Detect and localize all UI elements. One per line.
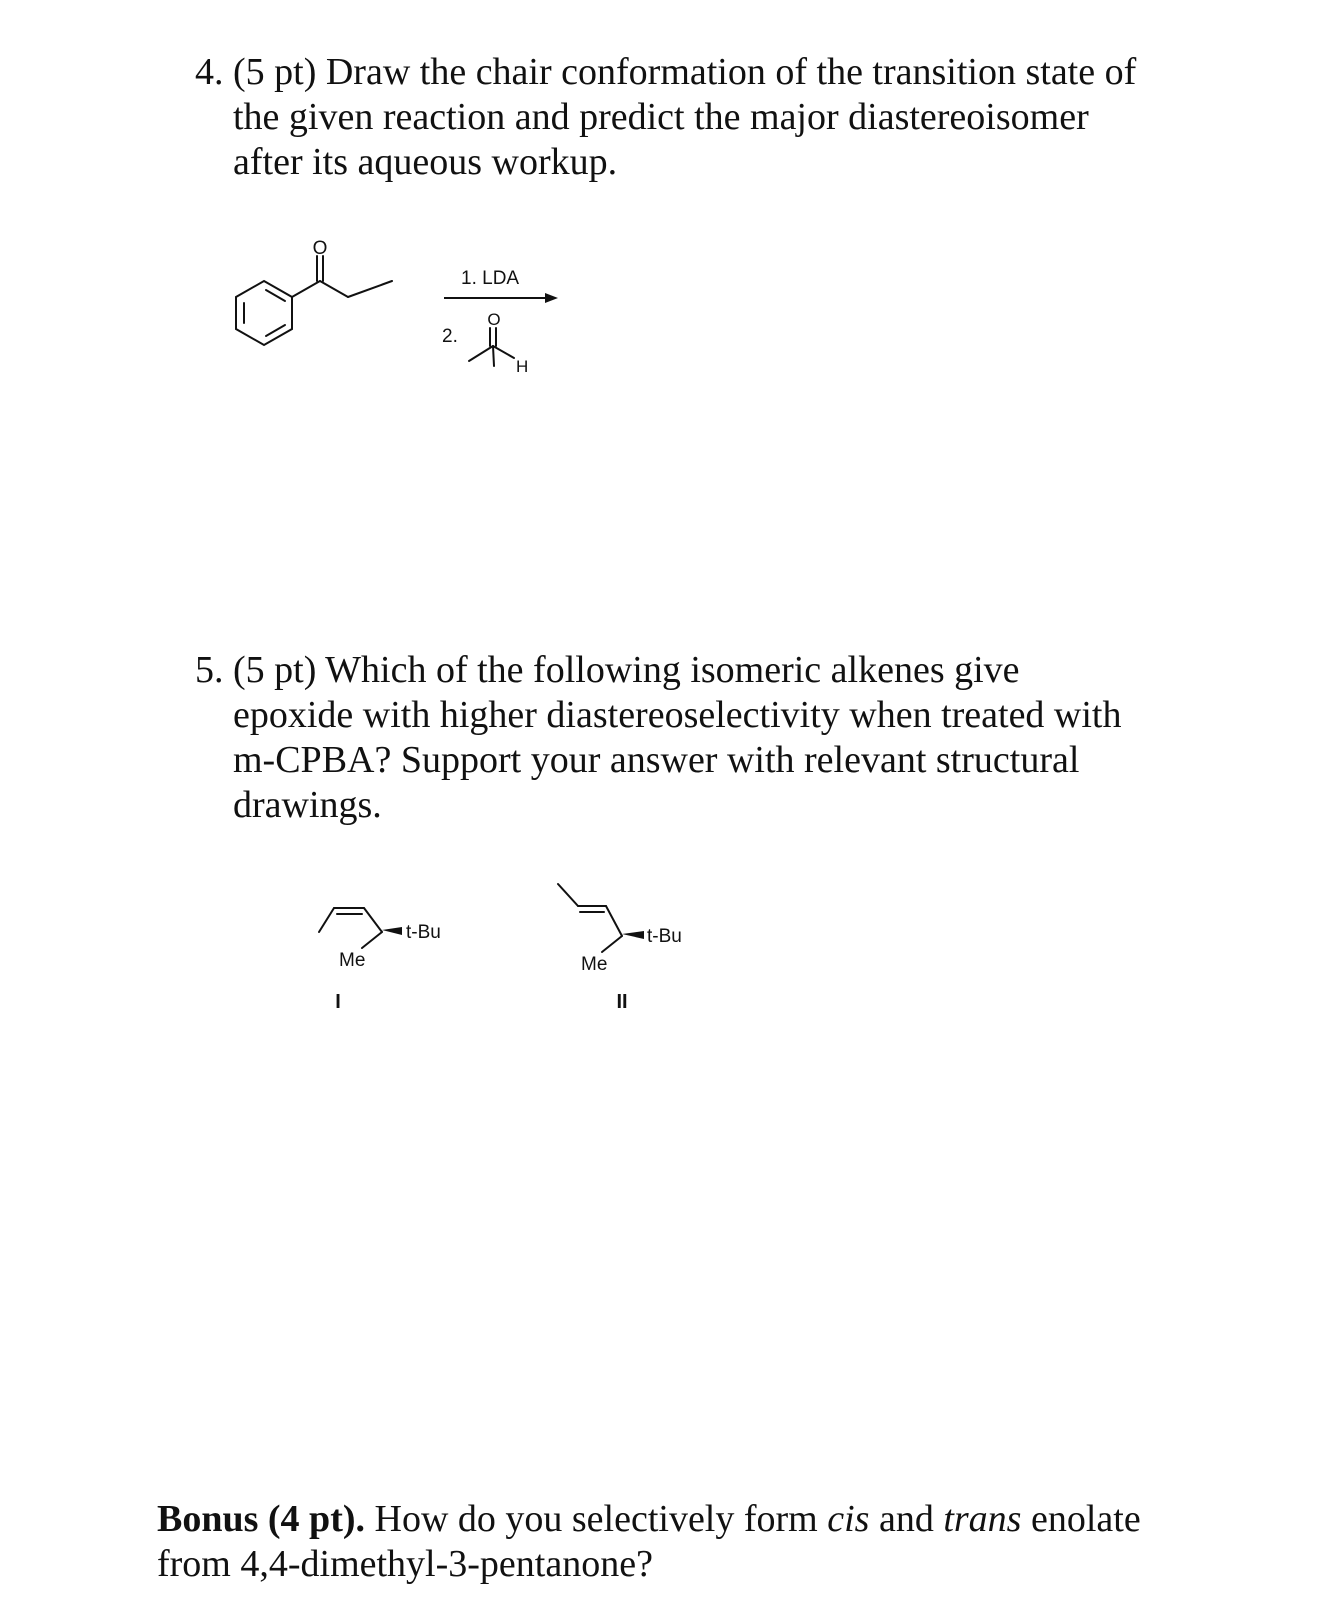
question-4-line-3: after its aqueous workup. (233, 141, 618, 183)
bonus-question (157, 1497, 1277, 1587)
reactant-oxygen-label: O (312, 238, 328, 259)
reagent-2-oxygen-label: O (487, 310, 501, 329)
reagent-1-label: 1. LDA (461, 268, 520, 289)
alkene-2-label: II (616, 991, 628, 1013)
propiophenone-structure (236, 256, 392, 345)
question-4-line-2: the given reaction and predict the major diastereoisomer (233, 96, 1089, 138)
bonus-text-1: How do you selectively form (365, 1498, 828, 1540)
bonus-trans: trans (943, 1498, 1022, 1540)
bonus-line-1 (157, 1497, 1277, 1542)
bonus-line-2: from 4,4-dimethyl-3-pentanone? (157, 1543, 653, 1585)
question-4-line-1: 4. (5 pt) Draw the chair conformation of the transition state of (195, 51, 1137, 93)
alkene-1-structure (319, 908, 382, 948)
alkene-structures (0, 860, 1320, 1020)
alkene-2-tbu-label: t-Bu (647, 926, 682, 947)
alkene-1-methyl-label: Me (339, 950, 366, 971)
alkene-2-methyl-label: Me (581, 954, 608, 975)
bonus-title: Bonus (4 pt). (157, 1498, 365, 1540)
bonus-text-3: enolate (1021, 1498, 1141, 1540)
alkene-1-tbu-label: t-Bu (406, 922, 441, 943)
bonus-text-2: and (869, 1498, 944, 1540)
question-5-line-3: m-CPBA? Support your answer with relevant structural (233, 739, 1080, 781)
alkene-1-label: I (335, 991, 341, 1013)
isobutyraldehyde-structure (469, 328, 514, 366)
reaction-scheme (0, 0, 1320, 420)
alkene-2-wedge-bond (622, 931, 644, 939)
question-5-line-1: 5. (5 pt) Which of the following isomeric alkenes give (195, 649, 1020, 691)
reagent-2-number: 2. (442, 326, 458, 347)
reaction-arrow (444, 293, 558, 303)
bonus-cis: cis (827, 1498, 870, 1540)
question-5-line-2: epoxide with higher diastereoselectivity when treated with (233, 694, 1122, 736)
question-5 (195, 648, 1255, 828)
reagent-2-hydrogen-label: H (516, 357, 529, 376)
alkene-1-wedge-bond (382, 927, 402, 935)
alkene-2-structure (558, 884, 622, 952)
question-5-line-4: drawings. (233, 784, 382, 826)
